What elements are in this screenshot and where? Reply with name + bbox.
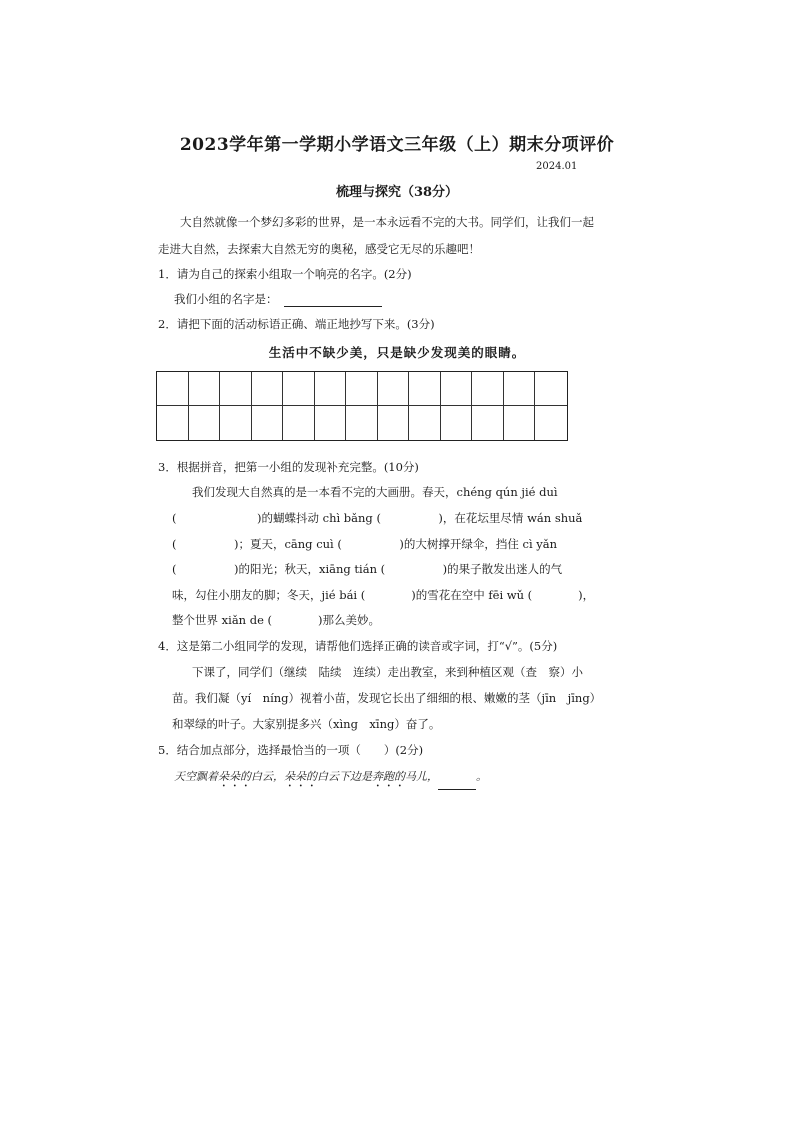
answer-blank[interactable] xyxy=(438,777,476,790)
intro-line-2: 走进大自然，去探索大自然无穷的奥秘，感受它无尽的乐趣吧！ xyxy=(158,242,480,256)
grid-cell[interactable] xyxy=(504,406,536,440)
question-3-prompt: 3．根据拼音，把第一小组的发现补充完整。(10分) xyxy=(158,460,419,474)
group-name-blank[interactable] xyxy=(284,294,382,307)
question-1-answer-row xyxy=(174,291,382,307)
dotted-emphasis: 奔跑的 xyxy=(372,770,405,783)
sentence-part: 白云下边是 xyxy=(317,770,372,783)
sentence-part: 白云， xyxy=(251,770,284,783)
question-5-sentence xyxy=(174,768,487,790)
grid-cell[interactable] xyxy=(252,372,284,406)
grid-cell[interactable] xyxy=(315,406,347,440)
intro-line-1: 大自然就像一个梦幻多彩的世界，是一本永远看不完的大书。同学们，让我们一起 xyxy=(180,215,594,229)
grid-cell[interactable] xyxy=(504,372,536,406)
grid-cell[interactable] xyxy=(252,406,284,440)
section-title: 梳理与探究（38分） xyxy=(335,185,459,200)
grid-cell[interactable] xyxy=(409,406,441,440)
question-1-answer-label: 我们小组的名字是： xyxy=(174,292,278,306)
question-3-line-5: 味，勾住小朋友的脚；冬天，jié bái ( )的雪花在空中 fēi wǔ ( )， xyxy=(172,588,595,602)
question-2-prompt: 2．请把下面的活动标语正确、端正地抄写下来。(3分) xyxy=(158,317,435,331)
sentence-part: 天空飘着 xyxy=(174,770,218,783)
grid-cell[interactable] xyxy=(441,406,473,440)
grid-cell[interactable] xyxy=(220,406,252,440)
grid-cell[interactable] xyxy=(315,372,347,406)
grid-cell[interactable] xyxy=(189,406,221,440)
question-5-prompt: 5．结合加点部分，选择最恰当的一项（ ）(2分) xyxy=(158,743,424,757)
grid-cell[interactable] xyxy=(157,406,189,440)
grid-cell[interactable] xyxy=(409,372,441,406)
grid-cell[interactable] xyxy=(283,372,315,406)
dotted-emphasis: 朵朵的 xyxy=(284,770,317,783)
grid-cell[interactable] xyxy=(378,406,410,440)
question-3-line-4: ( )的阳光；秋天，xiāng tián ( )的果子散发出迷人的气 xyxy=(172,562,563,576)
grid-cell[interactable] xyxy=(346,372,378,406)
question-4-line-1: 下课了，同学们（继续 陆续 连续）走出教室，来到种植区观（查 察）小 xyxy=(192,665,583,679)
activity-slogan: 生活中不缺少美，只是缺少发现美的眼睛。 xyxy=(268,345,526,360)
dotted-emphasis: 朵朵的 xyxy=(218,770,251,783)
question-3-line-2: ( )的蝴蝶抖动 chì bǎng ( )，在花坛里尽情 wán shuǎ xyxy=(172,511,583,525)
grid-cell[interactable] xyxy=(472,372,504,406)
grid-cell[interactable] xyxy=(220,372,252,406)
sentence-end: 。 xyxy=(476,770,487,783)
grid-cell[interactable] xyxy=(535,406,567,440)
question-3-line-1: 我们发现大自然真的是一本看不完的大画册。春天，chéng qún jié duì xyxy=(192,485,558,499)
question-3-line-3: ( )；夏天，cāng cuì ( )的大树撑开绿伞，挡住 cì yǎn xyxy=(172,537,558,551)
question-4-line-3: 和翠绿的叶子。大家别提多兴（xìng xīng）奋了。 xyxy=(172,717,441,731)
grid-cell[interactable] xyxy=(283,406,315,440)
grid-cell[interactable] xyxy=(378,372,410,406)
sentence-part: 马儿， xyxy=(405,770,438,783)
copy-writing-grid[interactable] xyxy=(156,371,568,441)
grid-cell[interactable] xyxy=(441,372,473,406)
question-3-line-6: 整个世界 xiǎn de ( )那么美妙。 xyxy=(172,613,381,627)
exam-date: 2024.01 xyxy=(536,161,578,172)
question-1-prompt: 1．请为自己的探索小组取一个响亮的名字。(2分) xyxy=(158,267,412,281)
grid-cell[interactable] xyxy=(472,406,504,440)
grid-cell[interactable] xyxy=(346,406,378,440)
grid-cell[interactable] xyxy=(189,372,221,406)
grid-cell[interactable] xyxy=(157,372,189,406)
question-4-prompt: 4．这是第二小组同学的发现，请帮他们选择正确的读音或字词，打“√”。(5分) xyxy=(158,639,558,653)
page-title: 2023学年第一学期小学语文三年级（上）期末分项评价 xyxy=(179,135,615,155)
grid-cell[interactable] xyxy=(535,372,567,406)
question-4-line-2: 苗。我们凝（yí níng）视着小苗，发现它长出了细细的根、嫩嫩的茎（jīn jīng） xyxy=(172,691,602,705)
